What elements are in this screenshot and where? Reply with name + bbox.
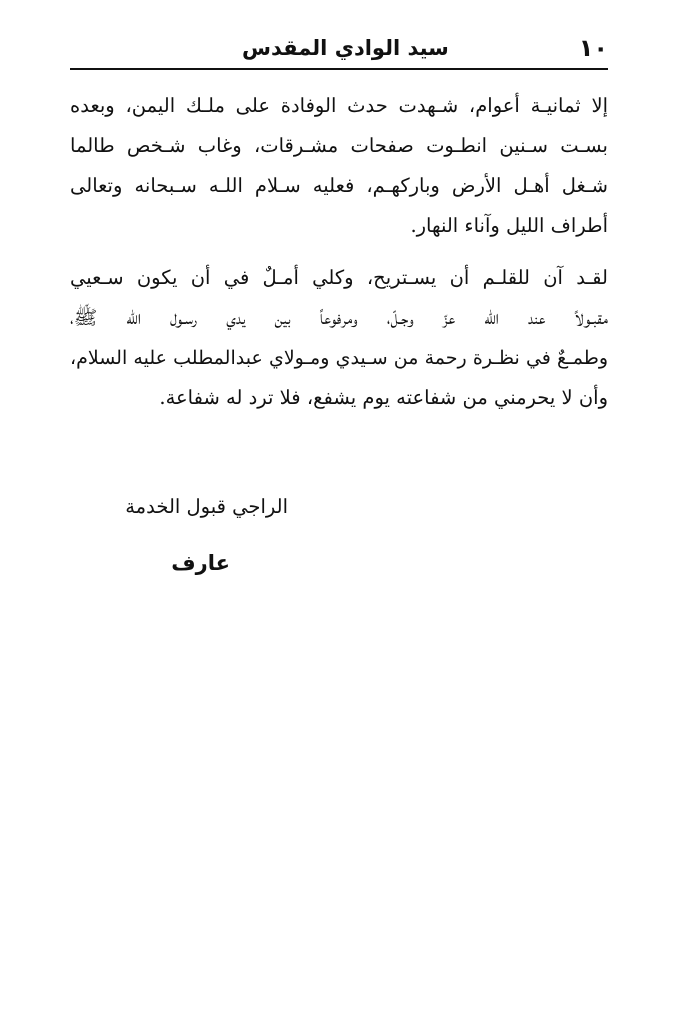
paragraph-2-line-1: لقـد آن للقلـم أن يسـتريح، وكلي أمـلٌ في أن يكون سـعيي	[70, 266, 608, 289]
header-divider	[70, 68, 608, 70]
paragraph-2	[70, 258, 608, 418]
paragraph-1-line-1: إلا ثمانيـة أعوام، شـهدت حدث الوفادة على ملـك اليمن، وبعده	[70, 94, 608, 117]
running-title: سيد الوادي المقدس	[242, 36, 449, 60]
page-header	[70, 30, 608, 66]
paragraph-2-line-3: وطمـعٌ في نظـرة رحمة من سـيدي ومـولاي عبدالمطلب عليه السلام،	[70, 347, 608, 369]
paragraph-1-line-2: بسـت سـنين انطـوت صفحات مشـرقات، وغاب شـخص طالما	[70, 134, 608, 157]
paragraph-1-line-4: أطراف الليل وآناء النهار.	[410, 214, 608, 237]
paragraph-1	[70, 86, 608, 246]
paragraph-1-line-3: شـغل أهـل الأرض وباركهـم، فعليه سـلام اللـه سـبحانه وتعالى	[70, 174, 608, 197]
author-signature: عارف	[171, 551, 230, 575]
paragraph-2-line-2: مقبـولاً عند الله عزّ وجـلّ، ومرفوعاً بين يدي رسـول الله ﷺ،	[70, 306, 608, 329]
paragraph-2-line-4: وأن لا يحرمني من شفاعته يوم يشفع، فلا ترد له شفاعة.	[159, 386, 608, 409]
page-number: ١٠	[578, 34, 608, 62]
closing-line: الراجي قبول الخدمة	[125, 495, 288, 518]
